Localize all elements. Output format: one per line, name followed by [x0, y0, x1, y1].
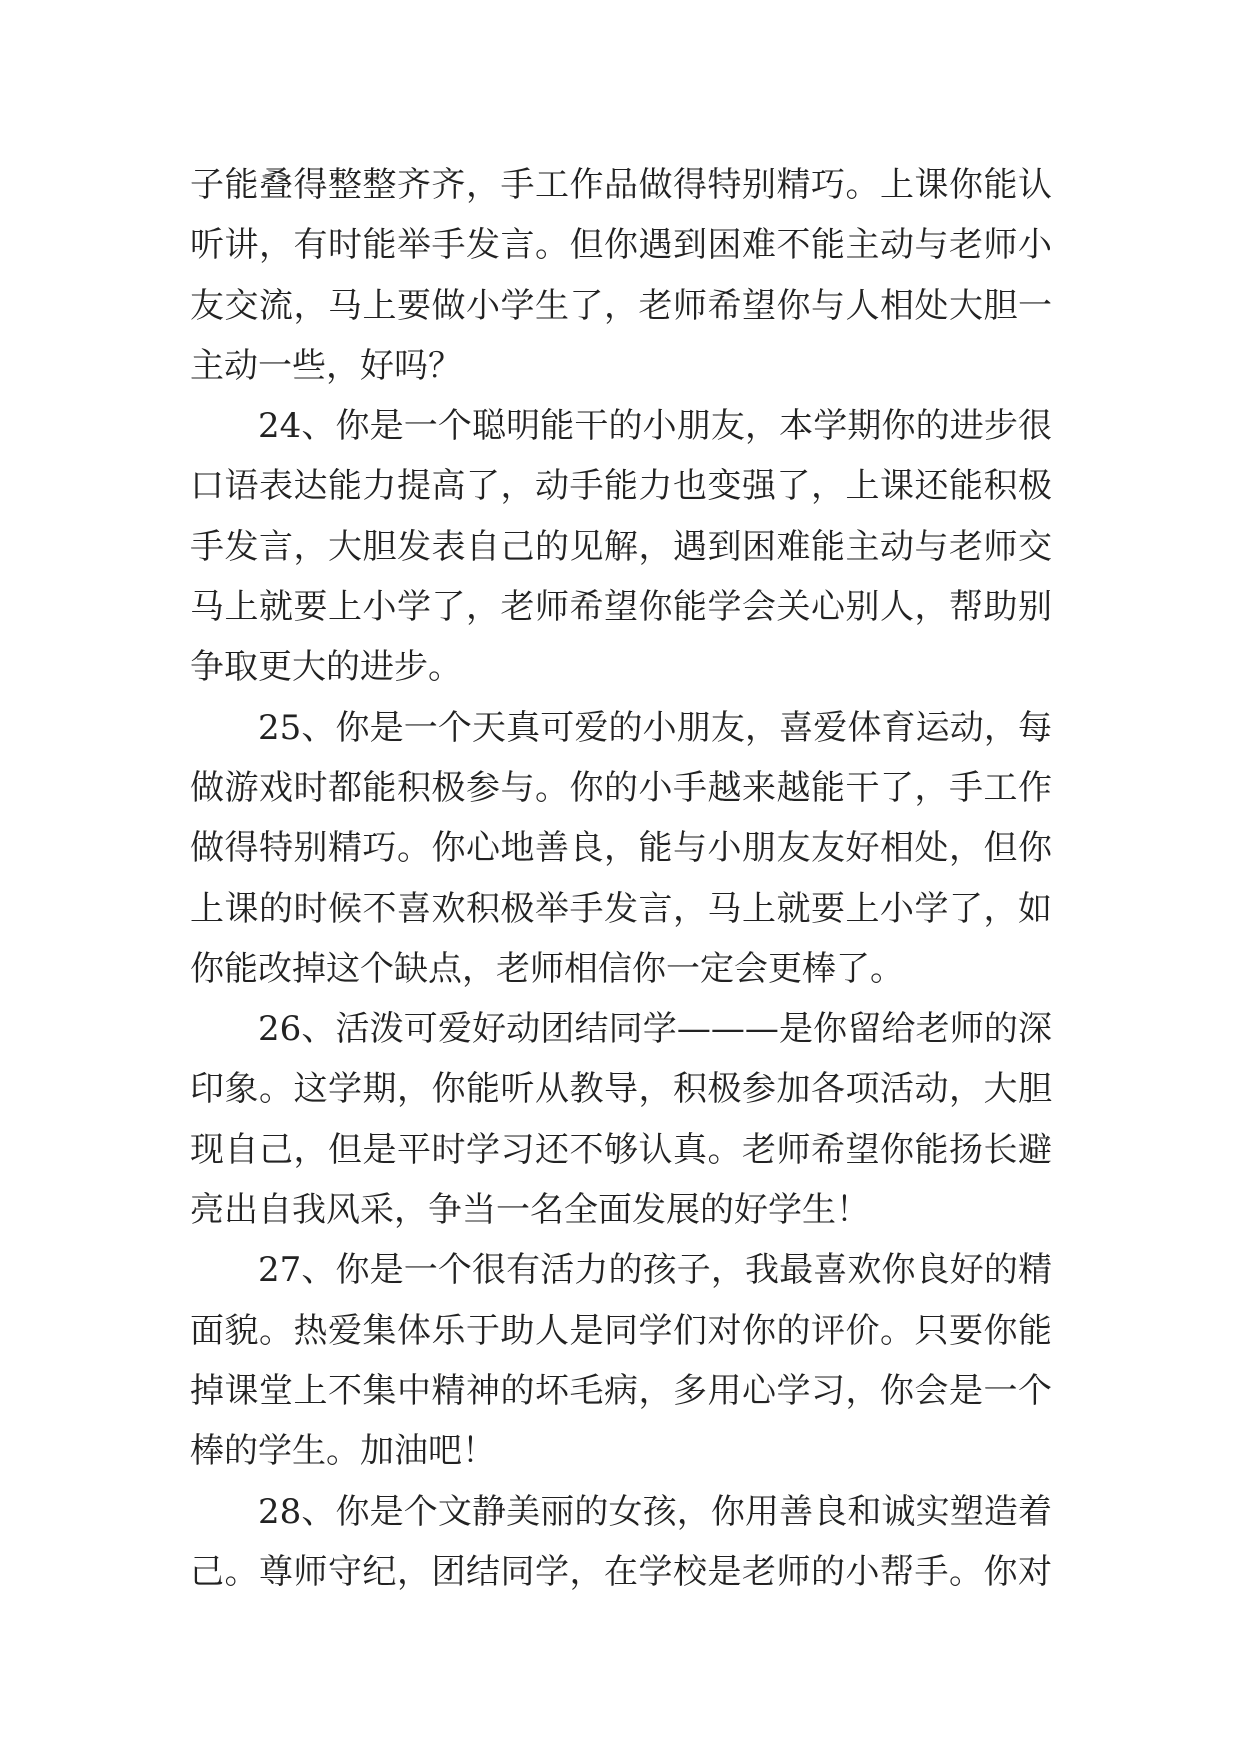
- text-line: 子能叠得整整齐齐，手工作品做得特别精巧。上课你能认: [190, 165, 1052, 205]
- text-line: 马上就要上小学了，老师希望你能学会关心别人，帮助别: [190, 587, 1052, 628]
- text-line: 听讲，有时能举手发言。但你遇到困难不能主动与老师小: [190, 225, 1052, 266]
- text-line: 掉课堂上不集中精神的坏毛病，多用心学习，你会是一个: [190, 1370, 1052, 1411]
- text-line: 亮出自我风采，争当一名全面发展的好学生！: [190, 1190, 870, 1231]
- text-line: 上课的时候不喜欢积极举手发言，马上就要上小学了，如: [190, 888, 1052, 929]
- text-line: 25、你是一个天真可爱的小朋友，喜爱体育运动，每: [258, 707, 1052, 748]
- text-line: 主动一些，好吗？: [190, 345, 462, 386]
- body-text: [190, 155, 1052, 1602]
- text-line: 争取更大的进步。: [190, 647, 462, 688]
- text-line: 你能改掉这个缺点，老师相信你一定会更棒了。: [190, 948, 904, 989]
- text-line: 做得特别精巧。你心地善良，能与小朋友友好相处，但你: [190, 828, 1052, 869]
- text-line: 棒的学生。加油吧！: [190, 1431, 496, 1472]
- text-line: 面貌。热爱集体乐于助人是同学们对你的评价。只要你能: [190, 1310, 1052, 1351]
- text-line: 27、你是一个很有活力的孩子，我最喜欢你良好的精: [258, 1250, 1052, 1291]
- text-line: 26、活泼可爱好动团结同学———是你留给老师的深: [258, 1009, 1052, 1050]
- text-line: 24、你是一个聪明能干的小朋友，本学期你的进步很: [258, 406, 1052, 447]
- text-line: 做游戏时都能积极参与。你的小手越来越能干了，手工作: [190, 767, 1052, 808]
- text-line: 现自己，但是平时学习还不够认真。老师希望你能扬长避: [190, 1129, 1052, 1170]
- text-line: 28、你是个文静美丽的女孩，你用善良和诚实塑造着: [258, 1491, 1052, 1532]
- text-line: 己。尊师守纪，团结同学，在学校是老师的小帮手。你对: [190, 1551, 1052, 1592]
- text-line: 印象。这学期，你能听从教导，积极参加各项活动，大胆: [190, 1069, 1052, 1110]
- text-line: 手发言，大胆发表自己的见解，遇到困难能主动与老师交: [190, 526, 1052, 567]
- text-line: 友交流，马上要做小学生了，老师希望你与人相处大胆一: [190, 285, 1052, 326]
- text-line: 口语表达能力提高了，动手能力也变强了，上课还能积极: [190, 466, 1052, 507]
